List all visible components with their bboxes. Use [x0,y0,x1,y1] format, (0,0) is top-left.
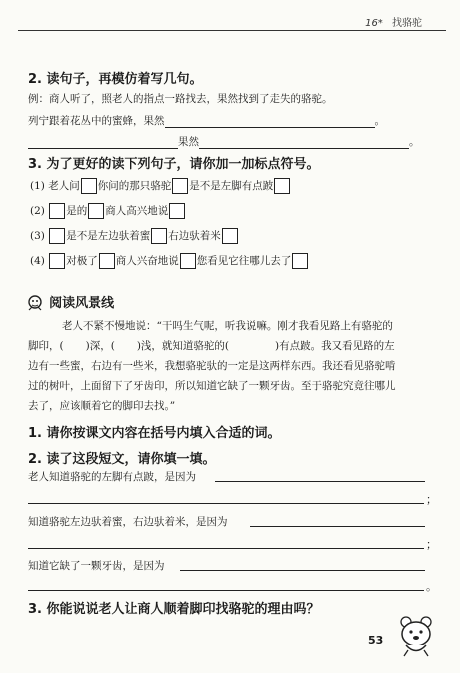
item-text: 是的 [66,205,88,217]
punctuation-box[interactable] [169,203,185,219]
page-number: 53 [368,634,384,647]
passage-line-2 [28,338,395,353]
question-2-line2-mid: 果然 [178,136,199,148]
passage-text: 脚印，( [28,340,64,352]
punctuation-box[interactable] [151,228,167,244]
item-text: 是不是左边驮着蜜 [66,230,151,242]
punctuation-box[interactable] [172,178,188,194]
answer-blank[interactable] [199,136,409,149]
question-2-line1-prefix: 列宁跟着花丛中的蜜蜂，果然 [28,115,165,127]
reading-question-3: 3. 你能说说老人让商人顺着脚印找骆驼的理由吗？ [28,602,320,617]
item-text: 您看见它往哪儿去了 [196,255,292,267]
mascot-illustration [394,614,438,662]
passage-text: )深，( [85,340,115,352]
answer-blank[interactable] [165,115,375,128]
answer-line[interactable] [215,481,425,482]
punctuation-box[interactable] [274,178,290,194]
punctuation-box[interactable] [292,253,308,269]
question-2-example: 例：商人听了，照老人的指点一路找去，果然找到了走失的骆驼。 [28,93,333,105]
punctuation-item-3 [30,228,239,244]
question-2-title: 2. 读句子，再模仿着写几句。 [28,72,203,87]
reading-question-1: 1. 请你按课文内容在括号内填入合适的词。 [28,426,281,441]
passage-text: )有点跛。我又看见路的左 [275,340,395,352]
reading-question-2a: 老人知道骆驼的左脚有点跛，是因为 [28,471,196,483]
item-number: (2) [30,205,45,217]
period-mark: 。 [426,580,437,593]
passage-line-4: 过的树叶，上面留下了牙齿印，所以知道它缺了一颗牙齿。至于骆驼究竟往哪儿 [28,380,396,392]
item-number: (3) [30,230,45,242]
reading-icon [26,294,44,312]
punctuation-item-1 [30,178,291,194]
reading-question-2c: 知道它缺了一颗牙齿，是因为 [28,560,165,572]
item-text: 是不是左脚有点跛 [189,180,274,192]
bear-icon [394,614,438,658]
punctuation-box[interactable] [49,253,65,269]
passage-line-5: 去了，应该顺着它的脚印去找。” [28,400,176,412]
question-3-title: 3. 为了更好的读下列句子，请你加一加标点符号。 [28,157,320,172]
item-text: 老人问 [48,180,80,192]
question-2-line1 [28,113,385,128]
answer-line[interactable] [28,503,424,504]
item-number: (1) [30,180,45,192]
item-text: 商人高兴地说 [105,205,169,217]
punctuation-box[interactable] [49,228,65,244]
punctuation-box[interactable] [99,253,115,269]
reading-section-heading [26,292,114,312]
answer-line[interactable] [28,590,424,591]
period-mark: 。 [374,115,385,127]
answer-line[interactable] [180,570,425,571]
reading-question-2: 2. 读了这段短文，请你填一填。 [28,452,216,467]
answer-line[interactable] [28,548,424,549]
passage-text: )浅，就知道骆驼的( [136,340,230,352]
punctuation-item-4 [30,253,309,269]
question-2-line2 [28,134,420,149]
semicolon-mark: ； [426,493,437,506]
header-rule [18,30,446,31]
punctuation-box[interactable] [81,178,97,194]
punctuation-item-2 [30,203,186,219]
passage-line-3: 边有一些蜜，右边有一些米，我想骆驼驮的一定是这两样东西。我还看见骆驼啃 [28,360,396,372]
lesson-title: 找骆驼 [392,18,422,29]
lesson-number: 16* [365,18,383,29]
item-text: 对极了 [66,255,98,267]
reading-section-title: 阅读风景线 [49,296,115,311]
item-text: 商人兴奋地说 [115,255,179,267]
punctuation-box[interactable] [222,228,238,244]
item-text: 右边驮着米 [168,230,221,242]
semicolon-mark: ； [426,538,437,551]
passage-line-1: 老人不紧不慢地说：“干吗生气呢，听我说嘛。刚才我看见路上有骆驼的 [62,320,393,332]
period-mark: 。 [409,136,420,148]
page-header [365,14,422,29]
punctuation-box[interactable] [180,253,196,269]
punctuation-box[interactable] [88,203,104,219]
answer-line[interactable] [250,526,425,527]
item-number: (4) [30,255,45,267]
reading-question-2b: 知道骆驼左边驮着蜜，右边驮着米，是因为 [28,516,228,528]
punctuation-box[interactable] [49,203,65,219]
item-text: 你问的那只骆驼 [97,180,172,192]
answer-blank[interactable] [28,136,178,149]
